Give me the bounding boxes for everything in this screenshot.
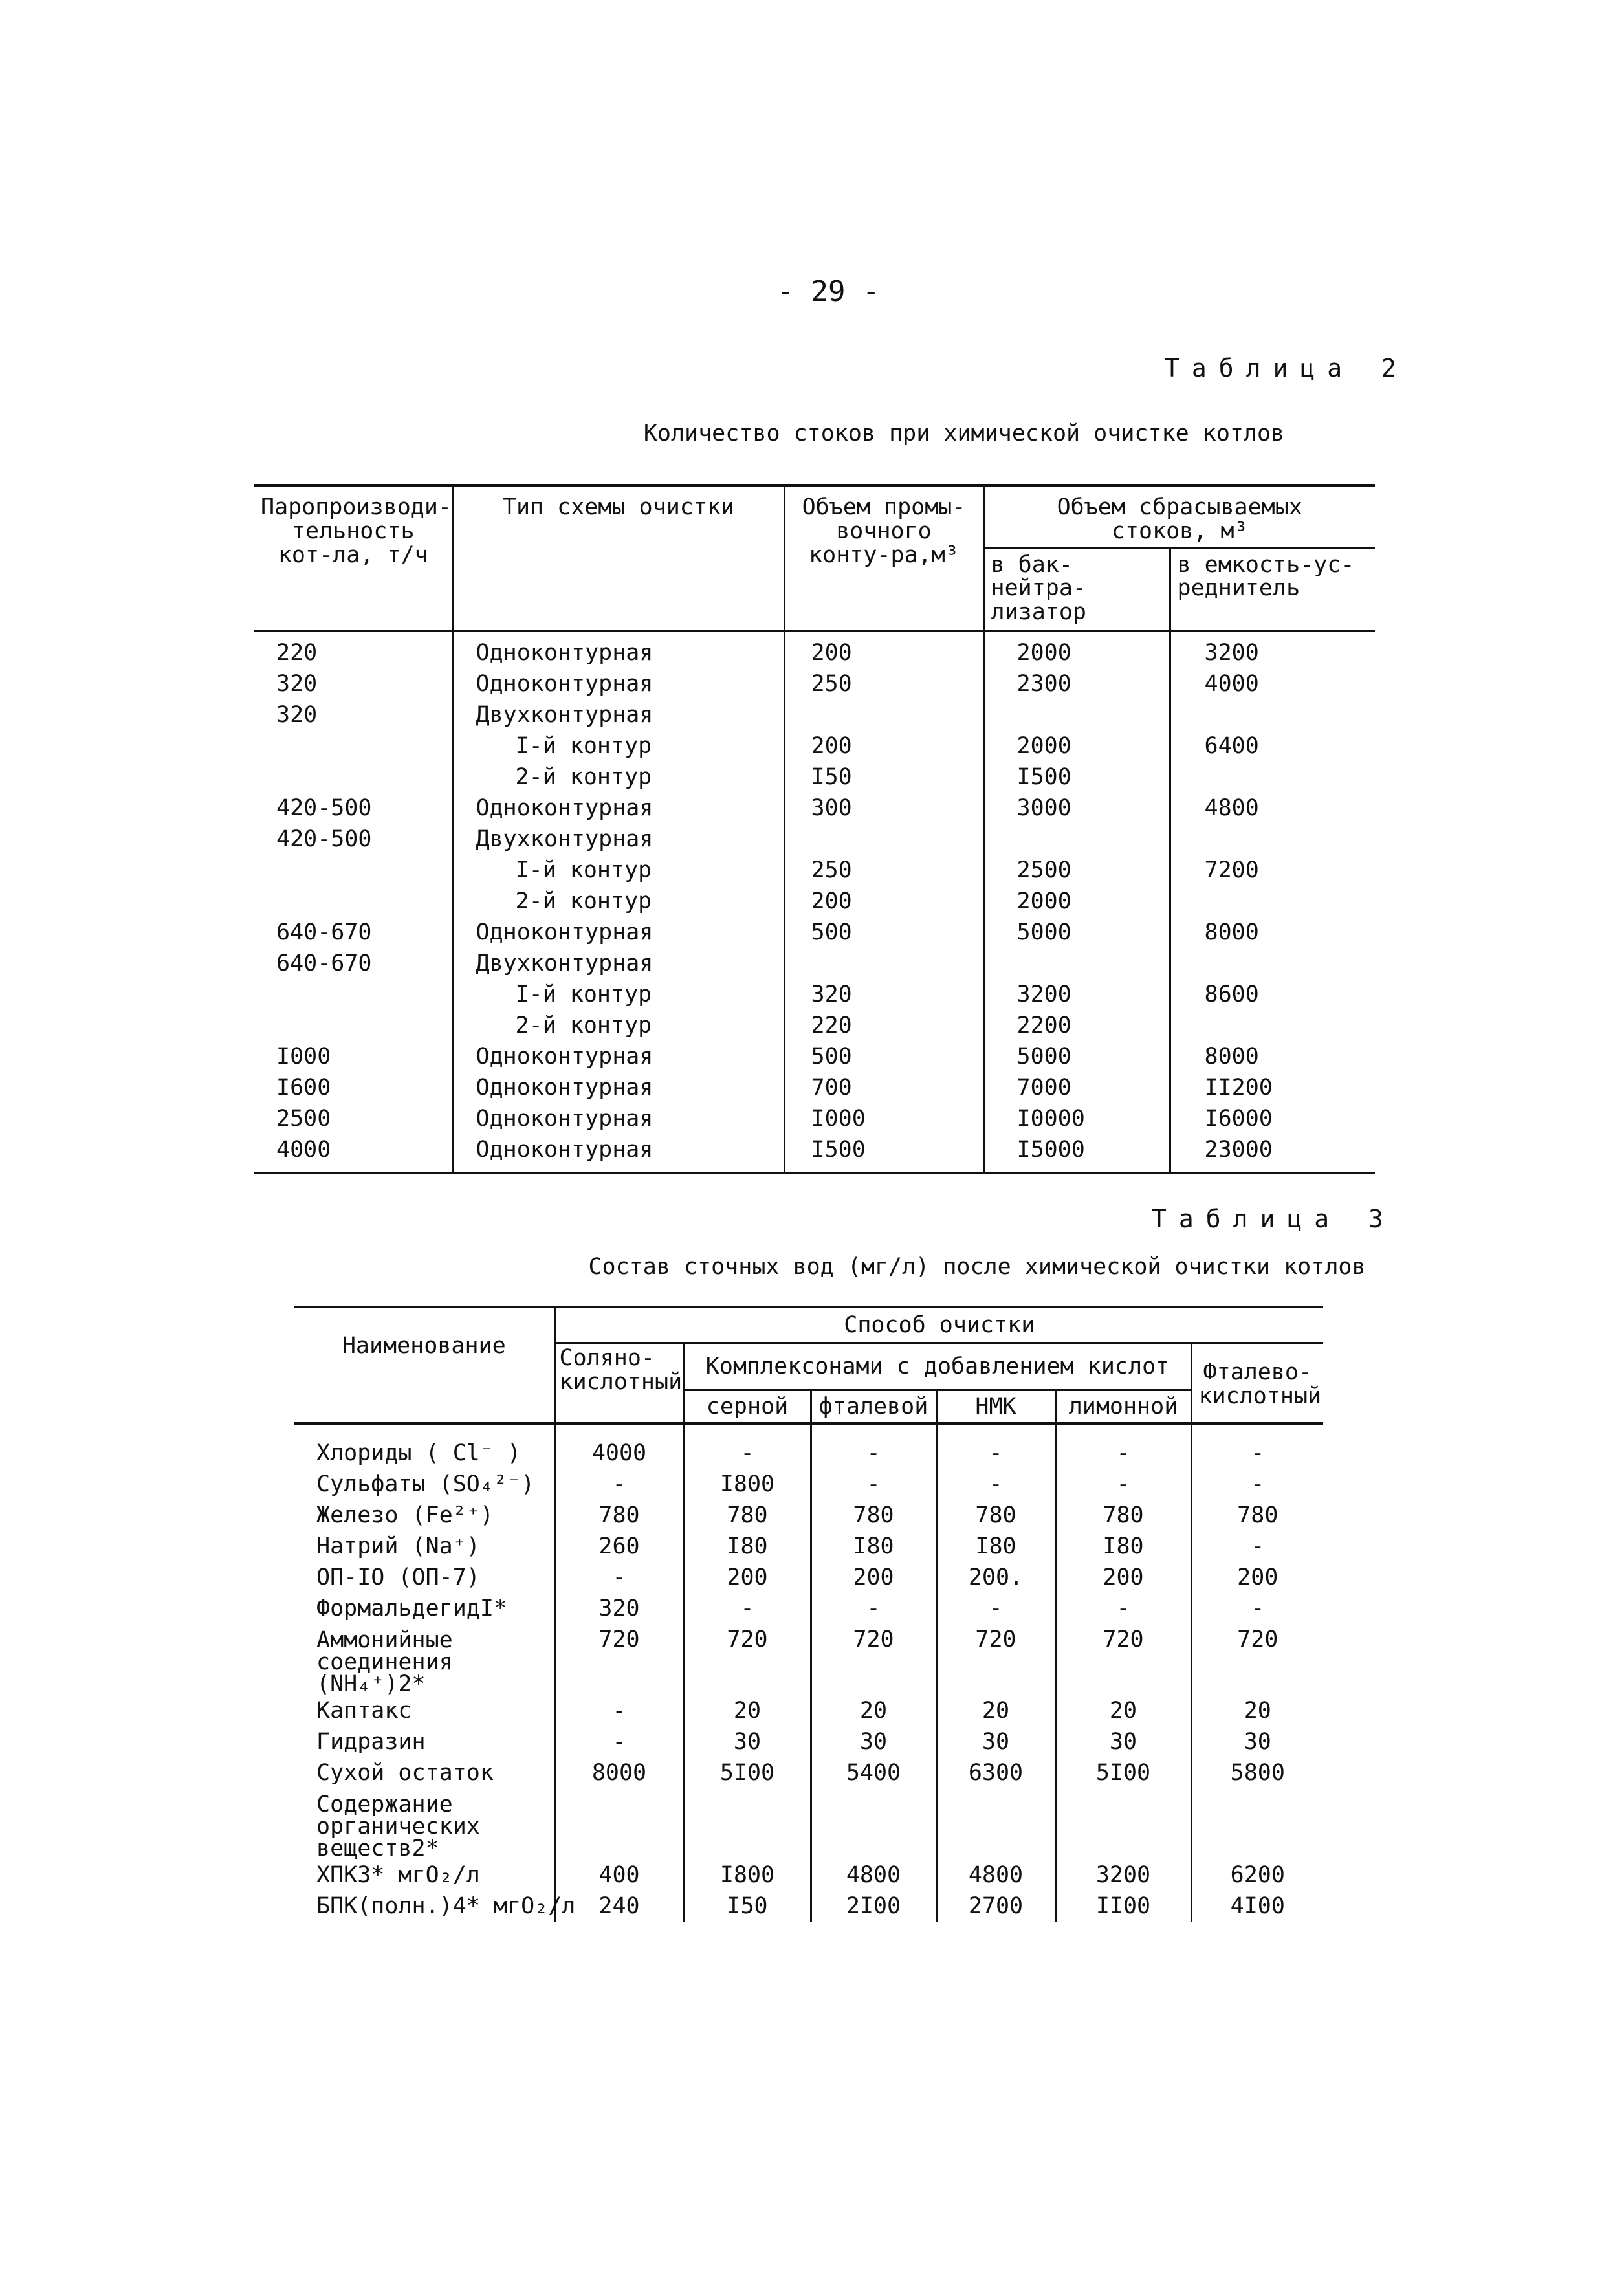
- t2-cell-volume: 250: [784, 855, 983, 886]
- t2-cell-neutralizer: [983, 699, 1170, 730]
- t3-cell-value: -: [936, 1469, 1055, 1500]
- t3-cell-value: -: [1191, 1423, 1323, 1469]
- t3-cell-value: 20: [1191, 1695, 1323, 1726]
- t3-cell-value: -: [554, 1469, 684, 1500]
- table-row: [254, 917, 1375, 948]
- t3-cell-value: 30: [684, 1726, 811, 1757]
- t2-cell-volume: 500: [784, 917, 983, 948]
- t2-cell-neutralizer: 2000: [983, 886, 1170, 917]
- t2-cell-scheme: 2-й контур: [453, 886, 784, 917]
- t2-cell-averager: 8000: [1170, 1041, 1375, 1072]
- t2-cell-averager: 6400: [1170, 730, 1375, 762]
- t3-cell-value: -: [684, 1593, 811, 1624]
- t3-cell-value: 20: [936, 1695, 1055, 1726]
- t3-cell-value: -: [811, 1423, 936, 1469]
- t3-cell-value: I800: [684, 1469, 811, 1500]
- t2-cell-scheme: Одноконтурная: [453, 668, 784, 699]
- t3-cell-value: -: [811, 1593, 936, 1624]
- t3-cell-value: 6200: [1191, 1860, 1323, 1891]
- t3-cell-value: 30: [1055, 1726, 1191, 1757]
- t2-cell-volume: [784, 824, 983, 855]
- t2-cell-neutralizer: 2200: [983, 1010, 1170, 1041]
- t3-header-complexon: Комплексонами с добавлением кислот: [684, 1343, 1191, 1390]
- t2-cell-volume: I50: [784, 762, 983, 793]
- table-row: [294, 1788, 1323, 1860]
- t3-cell-value: 260: [554, 1531, 684, 1562]
- table-row: [254, 1010, 1375, 1041]
- t3-cell-value: -: [936, 1593, 1055, 1624]
- t2-cell-averager: [1170, 824, 1375, 855]
- t3-cell-value: 8000: [554, 1757, 684, 1788]
- t3-cell-value: -: [811, 1469, 936, 1500]
- t2-cell-neutralizer: 7000: [983, 1072, 1170, 1103]
- t2-cell-averager: [1170, 948, 1375, 979]
- table-row: [294, 1469, 1323, 1500]
- t3-cell-name: Аммонийные соединения (NH₄⁺)2*: [316, 1627, 453, 1697]
- t3-cell-value: 240: [554, 1891, 684, 1922]
- t2-cell-scheme: 2-й контур: [453, 762, 784, 793]
- table2: [254, 484, 1375, 1174]
- t3-cell-name: Сульфаты (SO₄²⁻): [316, 1471, 535, 1497]
- t2-cell-scheme: I-й контур: [453, 979, 784, 1010]
- t2-cell-neutralizer: 3000: [983, 793, 1170, 824]
- t2-cell-volume: [784, 948, 983, 979]
- table-row: [254, 886, 1375, 917]
- t3-cell-value: 3200: [1055, 1860, 1191, 1891]
- t2-cell-scheme: Двухконтурная: [453, 948, 784, 979]
- table-row: [294, 1593, 1323, 1624]
- t3-cell-value: 2700: [936, 1891, 1055, 1922]
- t3-cell-name: ФормальдегидI*: [316, 1596, 508, 1621]
- table-row: [254, 948, 1375, 979]
- t2-cell-scheme: Одноконтурная: [453, 1041, 784, 1072]
- t2-header-averager: в емкость-ус-реднитель: [1170, 548, 1375, 631]
- t3-cell-value: I80: [1055, 1531, 1191, 1562]
- t3-cell-value: -: [1055, 1593, 1191, 1624]
- t2-cell-averager: [1170, 762, 1375, 793]
- t3-cell-name: Сухой остаток: [316, 1760, 494, 1786]
- t3-cell-value: 720: [1191, 1624, 1323, 1695]
- t3-cell-value: -: [1055, 1423, 1191, 1469]
- t2-cell-volume: 300: [784, 793, 983, 824]
- t3-cell-name: ХПК3* мгO₂/л: [316, 1862, 480, 1888]
- t2-cell-averager: [1170, 699, 1375, 730]
- t3-cell-value: II00: [1055, 1891, 1191, 1922]
- t2-cell-capacity: [254, 979, 453, 1010]
- t3-cell-name: Натрий (Na⁺): [316, 1533, 480, 1559]
- t3-header-phthalic-acid: Фталево-кислотный: [1191, 1343, 1323, 1424]
- t2-cell-neutralizer: 2000: [983, 631, 1170, 668]
- t2-cell-averager: 8000: [1170, 917, 1375, 948]
- t3-cell-value: 780: [811, 1500, 936, 1531]
- t2-cell-neutralizer: 2500: [983, 855, 1170, 886]
- t3-cell-value: I80: [936, 1531, 1055, 1562]
- t3-cell-name: Гидразин: [316, 1729, 426, 1755]
- table-row: [254, 730, 1375, 762]
- page-number: - 29 -: [776, 275, 880, 308]
- t2-cell-volume: 500: [784, 1041, 983, 1072]
- t2-cell-neutralizer: I5000: [983, 1134, 1170, 1173]
- t3-cell-value: -: [936, 1423, 1055, 1469]
- t3-cell-value: -: [554, 1726, 684, 1757]
- table2-label: Таблица 2: [1165, 354, 1409, 382]
- t2-cell-volume: I000: [784, 1103, 983, 1134]
- t3-cell-name: ОП-IO (ОП-7): [316, 1564, 480, 1590]
- table-row: [254, 1103, 1375, 1134]
- t2-cell-neutralizer: 5000: [983, 1041, 1170, 1072]
- t3-cell-value: 20: [1055, 1695, 1191, 1726]
- t2-header-capacity: Паропроизводи-тельность кот-ла, т/ч: [261, 494, 452, 568]
- t3-cell-name: Хлориды ( Cl⁻ ): [316, 1440, 521, 1466]
- t2-header-neutralizer: в бак-нейтра-лизатор: [983, 548, 1170, 631]
- t2-header-volume: Объем промы-вочного конту-ра,м³: [784, 485, 983, 631]
- t2-cell-scheme: Одноконтурная: [453, 631, 784, 668]
- t3-cell-value: 720: [811, 1624, 936, 1695]
- table-row: [294, 1757, 1323, 1788]
- t2-header-discharge-group: Объем сбрасываемых стоков, м³: [983, 485, 1375, 548]
- t3-cell-value: 720: [1055, 1624, 1191, 1695]
- t3-cell-value: 400: [554, 1860, 684, 1891]
- t2-cell-averager: 8600: [1170, 979, 1375, 1010]
- t3-cell-value: [936, 1788, 1055, 1860]
- table3-title: Состав сточных вод (мг/л) после химической очистки котлов: [588, 1254, 1366, 1280]
- t2-cell-scheme: Одноконтурная: [453, 1072, 784, 1103]
- t3-cell-value: [554, 1788, 684, 1860]
- t3-cell-value: 780: [554, 1500, 684, 1531]
- t3-cell-value: 780: [936, 1500, 1055, 1531]
- t3-cell-value: 2I00: [811, 1891, 936, 1922]
- table-row: [254, 631, 1375, 668]
- t2-cell-capacity: 420-500: [276, 795, 372, 821]
- t2-cell-volume: 200: [784, 631, 983, 668]
- table-row: [294, 1531, 1323, 1562]
- t3-cell-value: -: [554, 1562, 684, 1593]
- t3-cell-value: 780: [1191, 1500, 1323, 1531]
- t3-cell-value: 720: [936, 1624, 1055, 1695]
- t2-cell-capacity: 4000: [276, 1136, 331, 1163]
- t2-cell-averager: 23000: [1170, 1134, 1375, 1173]
- table-row: [254, 793, 1375, 824]
- table2-title: Количество стоков при химической очистке котлов: [643, 421, 1285, 446]
- table-row: [294, 1423, 1323, 1469]
- t2-cell-averager: I6000: [1170, 1103, 1375, 1134]
- table-row: [254, 824, 1375, 855]
- t3-cell-value: 5400: [811, 1757, 936, 1788]
- t3-header-nmk: НМК: [936, 1390, 1055, 1424]
- t2-cell-capacity: 640-670: [276, 950, 372, 976]
- t2-cell-scheme: 2-й контур: [453, 1010, 784, 1041]
- t2-cell-neutralizer: [983, 824, 1170, 855]
- t3-cell-value: 200: [1055, 1562, 1191, 1593]
- table-row: [294, 1860, 1323, 1891]
- table-row: [294, 1726, 1323, 1757]
- table-row: [254, 1041, 1375, 1072]
- t3-cell-value: 4800: [811, 1860, 936, 1891]
- t2-cell-volume: I500: [784, 1134, 983, 1173]
- t3-cell-value: 6300: [936, 1757, 1055, 1788]
- t3-header-hcl: Соляно-кислотный: [554, 1343, 684, 1424]
- t3-cell-value: 4I00: [1191, 1891, 1323, 1922]
- table-row: [294, 1500, 1323, 1531]
- t3-cell-value: 30: [936, 1726, 1055, 1757]
- t3-cell-value: 780: [684, 1500, 811, 1531]
- t3-cell-value: -: [1055, 1469, 1191, 1500]
- t2-cell-averager: 4000: [1170, 668, 1375, 699]
- t3-cell-value: -: [1191, 1469, 1323, 1500]
- table-row: [254, 668, 1375, 699]
- t3-cell-value: 20: [684, 1695, 811, 1726]
- t3-cell-value: [684, 1788, 811, 1860]
- table-row: [254, 1072, 1375, 1103]
- t2-cell-averager: 7200: [1170, 855, 1375, 886]
- t3-cell-value: 5800: [1191, 1757, 1323, 1788]
- t2-cell-capacity: 420-500: [276, 826, 372, 852]
- t3-body: [294, 1423, 1323, 1922]
- t3-cell-value: 720: [684, 1624, 811, 1695]
- t3-cell-value: 4000: [554, 1423, 684, 1469]
- t2-cell-scheme: Одноконтурная: [453, 1103, 784, 1134]
- t2-cell-capacity: I600: [276, 1074, 331, 1101]
- t2-cell-capacity: 220: [276, 639, 318, 666]
- t2-cell-neutralizer: I0000: [983, 1103, 1170, 1134]
- t2-cell-capacity: [254, 762, 453, 793]
- t3-cell-value: I80: [811, 1531, 936, 1562]
- t3-cell-name: Железо (Fe²⁺): [316, 1502, 494, 1528]
- t2-cell-neutralizer: I500: [983, 762, 1170, 793]
- table-row: [254, 762, 1375, 793]
- table-row: [294, 1624, 1323, 1695]
- t3-cell-value: 200: [684, 1562, 811, 1593]
- t2-cell-capacity: [254, 730, 453, 762]
- t3-cell-value: -: [684, 1423, 811, 1469]
- t3-cell-value: I50: [684, 1891, 811, 1922]
- t3-header-citric: лимонной: [1055, 1390, 1191, 1424]
- t3-cell-name: Каптакс: [316, 1698, 412, 1724]
- t2-cell-scheme: I-й контур: [453, 730, 784, 762]
- t2-body: [254, 631, 1375, 1173]
- t3-cell-name: БПК(полн.)4* мгO₂/л: [316, 1893, 576, 1919]
- t3-header-sulfuric: серной: [684, 1390, 811, 1424]
- t3-header-name: Наименование: [342, 1333, 506, 1359]
- t3-cell-value: [811, 1788, 936, 1860]
- t3-cell-name: Содержание органических веществ2*: [316, 1792, 480, 1861]
- t2-cell-volume: 200: [784, 730, 983, 762]
- t2-cell-scheme: Одноконтурная: [453, 1134, 784, 1173]
- t3-cell-value: -: [1191, 1531, 1323, 1562]
- table3-label: Таблица 3: [1152, 1205, 1396, 1233]
- t2-cell-scheme: Двухконтурная: [453, 699, 784, 730]
- t2-cell-volume: [784, 699, 983, 730]
- t3-cell-value: 720: [554, 1624, 684, 1695]
- t3-cell-value: 200.: [936, 1562, 1055, 1593]
- t2-cell-scheme: Двухконтурная: [453, 824, 784, 855]
- t2-cell-scheme: Одноконтурная: [453, 917, 784, 948]
- table-row: [254, 855, 1375, 886]
- table-row: [294, 1695, 1323, 1726]
- t2-cell-averager: [1170, 886, 1375, 917]
- t3-cell-value: 5I00: [684, 1757, 811, 1788]
- t3-cell-value: 20: [811, 1695, 936, 1726]
- t3-cell-value: I80: [684, 1531, 811, 1562]
- t3-cell-value: 4800: [936, 1860, 1055, 1891]
- table-row: [294, 1891, 1323, 1922]
- t2-cell-averager: 4800: [1170, 793, 1375, 824]
- t2-cell-capacity: I000: [276, 1043, 331, 1070]
- t2-cell-capacity: 2500: [276, 1105, 331, 1132]
- t3-cell-value: -: [554, 1695, 684, 1726]
- t2-cell-neutralizer: 3200: [983, 979, 1170, 1010]
- t2-cell-neutralizer: 2300: [983, 668, 1170, 699]
- t3-cell-value: [1191, 1788, 1323, 1860]
- table-row: [254, 979, 1375, 1010]
- t3-cell-value: 5I00: [1055, 1757, 1191, 1788]
- t2-cell-scheme: I-й контур: [453, 855, 784, 886]
- t2-cell-capacity: 320: [276, 701, 318, 728]
- t2-cell-capacity: 640-670: [276, 919, 372, 945]
- t3-cell-value: [1055, 1788, 1191, 1860]
- t2-cell-volume: 700: [784, 1072, 983, 1103]
- t2-cell-capacity: 320: [276, 670, 318, 697]
- t3-cell-value: 30: [1191, 1726, 1323, 1757]
- t3-header-method: Способ очистки: [554, 1307, 1323, 1343]
- t3-cell-value: 30: [811, 1726, 936, 1757]
- t2-cell-capacity: [254, 1010, 453, 1041]
- table-row: [254, 1134, 1375, 1173]
- t3-cell-value: 200: [1191, 1562, 1323, 1593]
- table-row: [254, 699, 1375, 730]
- t2-cell-capacity: [254, 886, 453, 917]
- t2-cell-scheme: Одноконтурная: [453, 793, 784, 824]
- t3-cell-value: 200: [811, 1562, 936, 1593]
- t3-cell-value: I800: [684, 1860, 811, 1891]
- t2-cell-capacity: [254, 855, 453, 886]
- t2-cell-averager: II200: [1170, 1072, 1375, 1103]
- t3-cell-value: 320: [554, 1593, 684, 1624]
- table-row: [294, 1562, 1323, 1593]
- t2-cell-volume: 250: [784, 668, 983, 699]
- table3: [294, 1306, 1323, 1922]
- t3-cell-value: -: [1191, 1593, 1323, 1624]
- t3-header-phthalic: фталевой: [811, 1390, 936, 1424]
- t2-cell-averager: 3200: [1170, 631, 1375, 668]
- t3-cell-value: 780: [1055, 1500, 1191, 1531]
- t2-cell-neutralizer: 5000: [983, 917, 1170, 948]
- t2-cell-neutralizer: [983, 948, 1170, 979]
- t2-cell-volume: 220: [784, 1010, 983, 1041]
- t2-cell-neutralizer: 2000: [983, 730, 1170, 762]
- t2-header-scheme: Тип схемы очистки: [453, 485, 784, 631]
- t2-cell-volume: 200: [784, 886, 983, 917]
- t2-cell-volume: 320: [784, 979, 983, 1010]
- t2-cell-averager: [1170, 1010, 1375, 1041]
